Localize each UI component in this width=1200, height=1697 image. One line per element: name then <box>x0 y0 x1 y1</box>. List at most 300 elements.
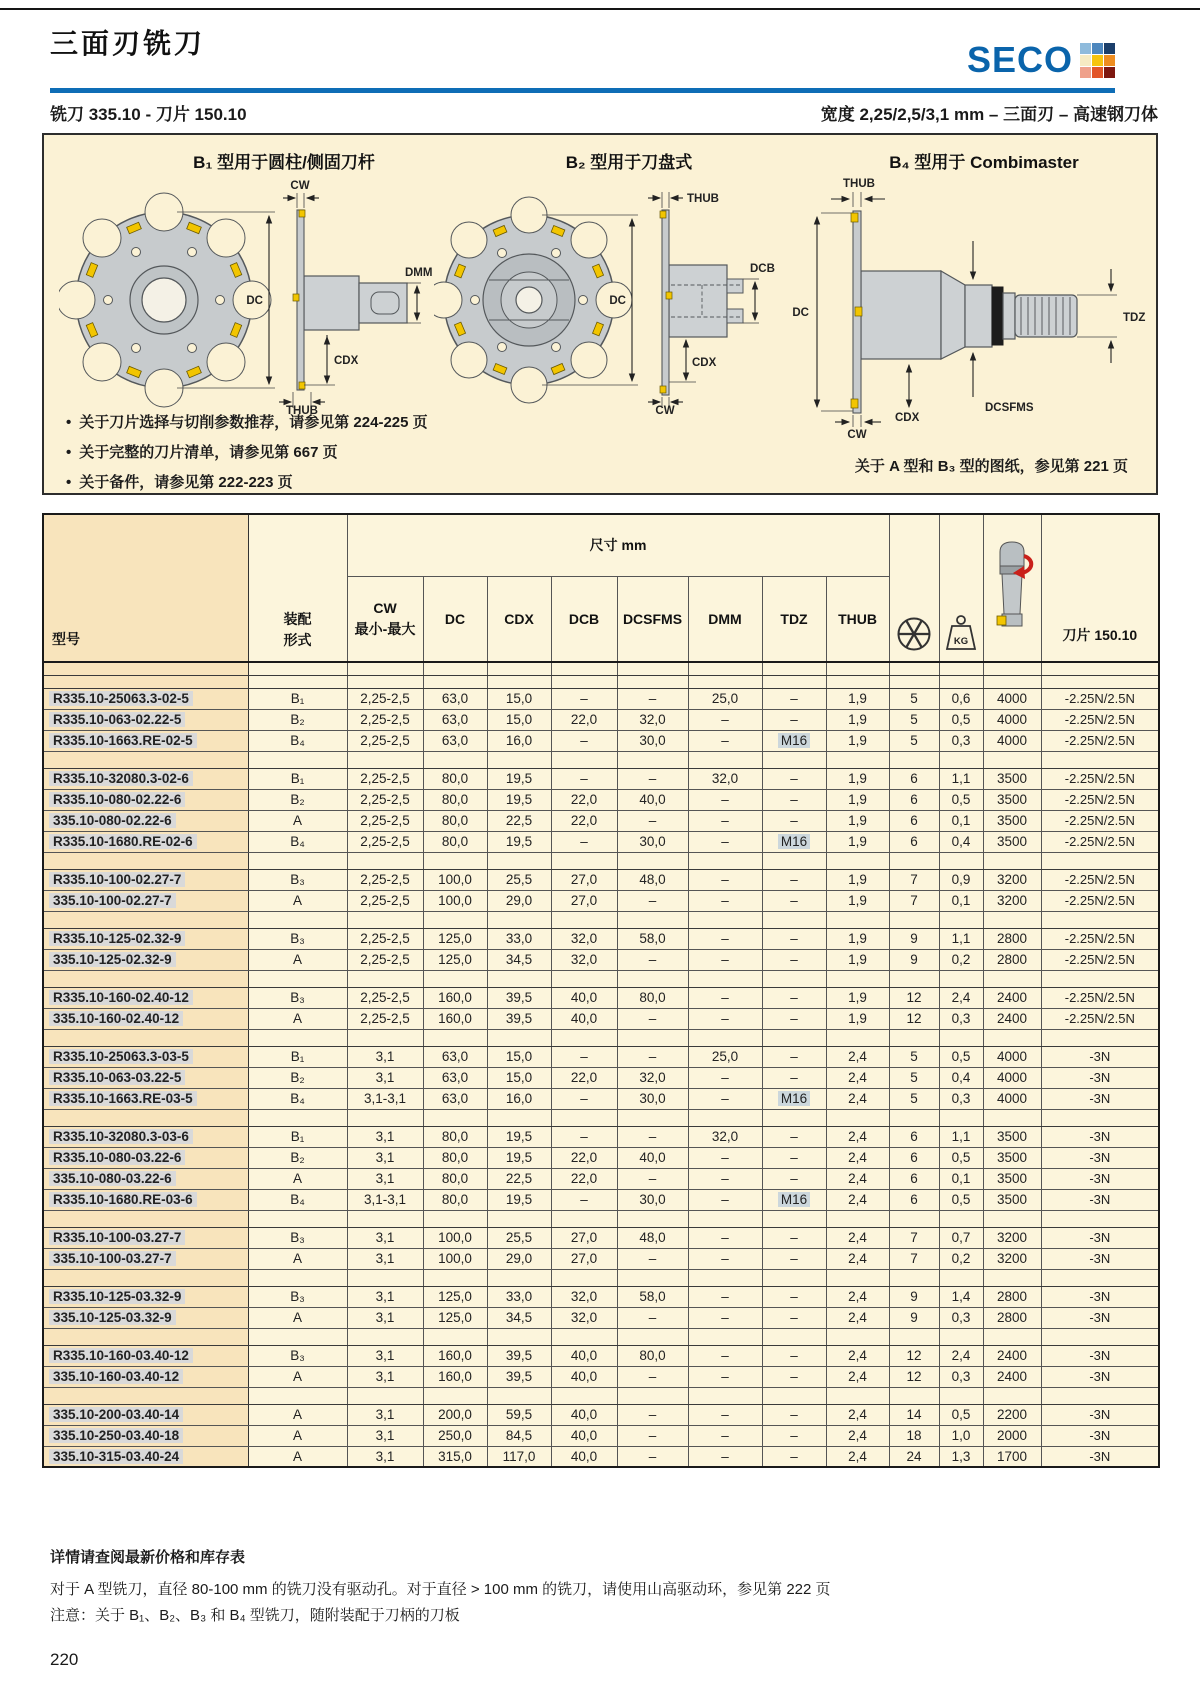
cell-tdz: – <box>762 1366 826 1387</box>
blue-divider <box>50 88 1115 93</box>
cell-model <box>43 709 248 730</box>
cell-cw_min_max: 3,1 <box>347 1425 423 1446</box>
cell-dcsfms: 30,0 <box>617 730 688 751</box>
cell-weight_kg: 0,3 <box>939 1307 983 1328</box>
cell-thub: 1,9 <box>826 1008 889 1029</box>
cell-dcb: 27,0 <box>551 890 617 911</box>
model-number: R335.10-160-02.40-12 <box>49 990 193 1005</box>
cell-teeth: 6 <box>889 1147 939 1168</box>
cell-teeth: 24 <box>889 1446 939 1467</box>
cell-insert: -3N <box>1041 1404 1159 1425</box>
cell-model <box>43 1067 248 1088</box>
cell-model <box>43 1008 248 1029</box>
table-row <box>43 1366 1159 1387</box>
col-header-teeth <box>889 514 939 662</box>
cell-thub: 2,4 <box>826 1366 889 1387</box>
cell-dcsfms: – <box>617 1008 688 1029</box>
cell-mount: B₃ <box>248 1345 347 1366</box>
cell-insert: -3N <box>1041 1425 1159 1446</box>
cell-weight_kg: 0,3 <box>939 730 983 751</box>
cell-teeth: 5 <box>889 709 939 730</box>
cell-weight_kg: 0,3 <box>939 1366 983 1387</box>
cell-dcb: 22,0 <box>551 1067 617 1088</box>
cell-dc: 63,0 <box>423 730 487 751</box>
cell-cw_min_max: 3,1 <box>347 1126 423 1147</box>
cell-dcb: 22,0 <box>551 789 617 810</box>
cell-tdz: – <box>762 1286 826 1307</box>
cell-tdz: – <box>762 789 826 810</box>
diagram-b4 <box>759 173 1199 441</box>
col-header-dmm: DMM <box>688 576 762 662</box>
cell-max_rpm: 2400 <box>983 987 1041 1008</box>
cell-mount: B₁ <box>248 1046 347 1067</box>
cell-teeth: 14 <box>889 1404 939 1425</box>
cell-dmm: – <box>688 987 762 1008</box>
cell-dcsfms: – <box>617 1307 688 1328</box>
max-rpm-icon <box>989 536 1035 636</box>
cell-dmm: – <box>688 1008 762 1029</box>
cell-dmm: 32,0 <box>688 768 762 789</box>
cell-cw_min_max: 3,1 <box>347 1307 423 1328</box>
separator-row <box>43 751 1159 768</box>
cell-dcb: 40,0 <box>551 1366 617 1387</box>
separator-row <box>43 1109 1159 1126</box>
cell-teeth: 5 <box>889 688 939 709</box>
cell-insert: -2.25N/2.5N <box>1041 688 1159 709</box>
model-number: R335.10-125-02.32-9 <box>49 931 185 946</box>
cell-thub: 2,4 <box>826 1168 889 1189</box>
model-number: 335.10-100-02.27-7 <box>49 893 176 908</box>
cell-max_rpm: 2800 <box>983 949 1041 970</box>
model-number: 335.10-160-03.40-12 <box>49 1369 183 1384</box>
cell-dcb: – <box>551 768 617 789</box>
cell-model <box>43 1147 248 1168</box>
cell-insert: -2.25N/2.5N <box>1041 890 1159 911</box>
cell-max_rpm: 3200 <box>983 1227 1041 1248</box>
cell-dc: 160,0 <box>423 1008 487 1029</box>
cell-max_rpm: 4000 <box>983 1046 1041 1067</box>
cell-thub: 1,9 <box>826 709 889 730</box>
top-border-line <box>0 8 1200 10</box>
cell-tdz: – <box>762 1227 826 1248</box>
cell-dcb: – <box>551 1046 617 1067</box>
cell-dcsfms: – <box>617 1404 688 1425</box>
cell-dcb: – <box>551 730 617 751</box>
cell-insert: -2.25N/2.5N <box>1041 869 1159 890</box>
model-number: 335.10-125-03.32-9 <box>49 1310 176 1325</box>
cell-cw_min_max: 3,1 <box>347 1227 423 1248</box>
cutter-front-view <box>434 197 632 403</box>
model-number: R335.10-1663.RE-02-5 <box>49 733 197 748</box>
cell-dc: 315,0 <box>423 1446 487 1467</box>
table-row <box>43 1446 1159 1467</box>
diagram-title-b1: B₁ 型用于圆柱/侧固刀杆 <box>193 153 375 172</box>
cell-insert: -3N <box>1041 1126 1159 1147</box>
cell-mount: B₂ <box>248 709 347 730</box>
cell-model <box>43 789 248 810</box>
cell-dc: 100,0 <box>423 869 487 890</box>
cell-cdx: 25,5 <box>487 869 551 890</box>
model-number: R335.10-100-02.27-7 <box>49 872 185 887</box>
cell-teeth: 6 <box>889 1189 939 1210</box>
cell-model <box>43 949 248 970</box>
cell-cw_min_max: 3,1 <box>347 1067 423 1088</box>
cell-mount: B₄ <box>248 1189 347 1210</box>
cell-dmm: – <box>688 1366 762 1387</box>
cell-dmm: – <box>688 789 762 810</box>
seco-logo-squares <box>1080 43 1115 78</box>
dim-label-dc: DC <box>609 295 626 307</box>
cutter-side-view <box>851 211 1077 413</box>
cell-dcsfms: 32,0 <box>617 1067 688 1088</box>
cell-cw_min_max: 3,1 <box>347 1404 423 1425</box>
dim-label-tdz: TDZ <box>1123 312 1146 324</box>
cell-teeth: 7 <box>889 1248 939 1269</box>
cell-dcsfms: 80,0 <box>617 987 688 1008</box>
cell-max_rpm: 4000 <box>983 1088 1041 1109</box>
cell-dcb: 27,0 <box>551 869 617 890</box>
cell-dcb: 22,0 <box>551 1147 617 1168</box>
cell-thub: 2,4 <box>826 1067 889 1088</box>
cell-tdz: – <box>762 1248 826 1269</box>
table-row <box>43 987 1159 1008</box>
cell-dc: 125,0 <box>423 1286 487 1307</box>
cell-teeth: 7 <box>889 1227 939 1248</box>
cell-tdz: – <box>762 928 826 949</box>
cell-insert: -2.25N/2.5N <box>1041 928 1159 949</box>
cell-cw_min_max: 2,25-2,5 <box>347 730 423 751</box>
cell-thub: 2,4 <box>826 1227 889 1248</box>
cell-dcsfms: 40,0 <box>617 1147 688 1168</box>
cell-model <box>43 1404 248 1425</box>
dim-label-cdx: CDX <box>895 412 920 424</box>
cell-weight_kg: 0,5 <box>939 1189 983 1210</box>
cell-mount: A <box>248 1425 347 1446</box>
cell-dcb: 40,0 <box>551 1008 617 1029</box>
cell-teeth: 9 <box>889 949 939 970</box>
cell-mount: B₄ <box>248 730 347 751</box>
cell-dcsfms: – <box>617 890 688 911</box>
model-number: 335.10-250-03.40-18 <box>49 1428 183 1443</box>
cell-dc: 125,0 <box>423 1307 487 1328</box>
cell-cdx: 19,5 <box>487 1126 551 1147</box>
cell-cdx: 33,0 <box>487 928 551 949</box>
diagram-panel <box>42 133 1158 495</box>
table-row <box>43 869 1159 890</box>
cell-cw_min_max: 2,25-2,5 <box>347 831 423 852</box>
cell-dc: 80,0 <box>423 831 487 852</box>
cell-insert: -3N <box>1041 1168 1159 1189</box>
cell-dc: 63,0 <box>423 1088 487 1109</box>
cell-cw_min_max: 3,1 <box>347 1248 423 1269</box>
cell-dmm: – <box>688 1446 762 1467</box>
cell-dcsfms: 40,0 <box>617 789 688 810</box>
cell-cdx: 19,5 <box>487 1189 551 1210</box>
cell-insert: -2.25N/2.5N <box>1041 949 1159 970</box>
cell-mount: B₁ <box>248 768 347 789</box>
cell-dcsfms: 58,0 <box>617 1286 688 1307</box>
cell-insert: -3N <box>1041 1046 1159 1067</box>
separator-row <box>43 675 1159 688</box>
weight-kg-icon <box>944 613 978 653</box>
cell-dmm: 25,0 <box>688 688 762 709</box>
cell-mount: B₁ <box>248 1126 347 1147</box>
cell-dcsfms: – <box>617 1366 688 1387</box>
cell-teeth: 6 <box>889 831 939 852</box>
cell-dc: 200,0 <box>423 1404 487 1425</box>
cell-teeth: 5 <box>889 1088 939 1109</box>
cell-cw_min_max: 3,1 <box>347 1345 423 1366</box>
dim-label-dcb: DCB <box>750 263 775 275</box>
cell-thub: 2,4 <box>826 1425 889 1446</box>
dim-label-cw: CW <box>655 405 675 415</box>
cell-thub: 2,4 <box>826 1088 889 1109</box>
cell-cw_min_max: 2,25-2,5 <box>347 890 423 911</box>
table-row <box>43 1126 1159 1147</box>
cell-cdx: 39,5 <box>487 1345 551 1366</box>
model-number: R335.10-1680.RE-02-6 <box>49 834 197 849</box>
cell-dcb: 32,0 <box>551 928 617 949</box>
cell-dc: 100,0 <box>423 1227 487 1248</box>
table-row <box>43 688 1159 709</box>
diagram-b1 <box>59 180 437 415</box>
cell-thub: 2,4 <box>826 1046 889 1067</box>
cell-tdz: – <box>762 768 826 789</box>
dim-label-thub: THUB <box>687 193 719 205</box>
footer-bold-note: 详情请查阅最新价格和库存表 <box>50 1549 246 1566</box>
cell-mount: B₃ <box>248 928 347 949</box>
cell-teeth: 7 <box>889 869 939 890</box>
cell-cw_min_max: 3,1 <box>347 1286 423 1307</box>
model-number: 335.10-100-03.27-7 <box>49 1251 176 1266</box>
footer-note-2: 注意：关于 B₁、B₂、B₃ 和 B₄ 型铣刀，随附装配于刀柄的刀板 <box>50 1607 460 1624</box>
cell-thub: 2,4 <box>826 1286 889 1307</box>
cell-weight_kg: 0,7 <box>939 1227 983 1248</box>
cell-dc: 160,0 <box>423 987 487 1008</box>
cell-model <box>43 869 248 890</box>
cell-cw_min_max: 2,25-2,5 <box>347 987 423 1008</box>
cell-cw_min_max: 3,1 <box>347 1168 423 1189</box>
cell-tdz: – <box>762 890 826 911</box>
cell-tdz: M16 <box>762 831 826 852</box>
cell-dcb: 27,0 <box>551 1227 617 1248</box>
cell-dcb: – <box>551 1126 617 1147</box>
cell-cdx: 29,0 <box>487 1248 551 1269</box>
table-row <box>43 1307 1159 1328</box>
cell-cdx: 84,5 <box>487 1425 551 1446</box>
table-row <box>43 890 1159 911</box>
cell-dcsfms: – <box>617 1126 688 1147</box>
cell-dcsfms: – <box>617 1248 688 1269</box>
cell-dc: 80,0 <box>423 1168 487 1189</box>
cell-max_rpm: 4000 <box>983 709 1041 730</box>
cell-dcsfms: 30,0 <box>617 1189 688 1210</box>
cell-tdz: M16 <box>762 730 826 751</box>
cell-cdx: 39,5 <box>487 1008 551 1029</box>
cell-dc: 63,0 <box>423 1067 487 1088</box>
cell-teeth: 5 <box>889 1067 939 1088</box>
cell-insert: -3N <box>1041 1147 1159 1168</box>
cell-teeth: 12 <box>889 1008 939 1029</box>
cell-dcb: – <box>551 831 617 852</box>
model-number: R335.10-32080.3-03-6 <box>49 1129 193 1144</box>
cell-insert: -2.25N/2.5N <box>1041 768 1159 789</box>
cell-dcb: 40,0 <box>551 1446 617 1467</box>
cell-model <box>43 1345 248 1366</box>
cell-max_rpm: 4000 <box>983 1067 1041 1088</box>
dim-label-cw: CW <box>847 429 867 441</box>
table-row <box>43 1088 1159 1109</box>
separator-row <box>43 1029 1159 1046</box>
table-row <box>43 1404 1159 1425</box>
cell-max_rpm: 2400 <box>983 1345 1041 1366</box>
cell-model <box>43 1248 248 1269</box>
cell-max_rpm: 2800 <box>983 1307 1041 1328</box>
cell-dcb: 32,0 <box>551 1286 617 1307</box>
cell-model <box>43 688 248 709</box>
cell-thub: 2,4 <box>826 1345 889 1366</box>
cell-tdz: – <box>762 987 826 1008</box>
cell-max_rpm: 3500 <box>983 1126 1041 1147</box>
cell-dcb: 32,0 <box>551 949 617 970</box>
cell-max_rpm: 4000 <box>983 688 1041 709</box>
cell-cdx: 15,0 <box>487 1067 551 1088</box>
cell-dc: 80,0 <box>423 810 487 831</box>
cell-max_rpm: 3200 <box>983 890 1041 911</box>
dim-label-thub: THUB <box>843 178 875 190</box>
cell-weight_kg: 0,1 <box>939 1168 983 1189</box>
cell-teeth: 5 <box>889 730 939 751</box>
cell-insert: -3N <box>1041 1248 1159 1269</box>
cell-insert: -2.25N/2.5N <box>1041 709 1159 730</box>
model-number: 335.10-080-03.22-6 <box>49 1171 176 1186</box>
table-row <box>43 1425 1159 1446</box>
cell-dmm: – <box>688 1067 762 1088</box>
cell-weight_kg: 0,1 <box>939 810 983 831</box>
cell-insert: -2.25N/2.5N <box>1041 1008 1159 1029</box>
cell-mount: A <box>248 1008 347 1029</box>
diagram-title-b2: B₂ 型用于刀盘式 <box>565 153 693 172</box>
col-header-dc: DC <box>423 576 487 662</box>
cell-max_rpm: 3500 <box>983 1168 1041 1189</box>
cell-tdz: – <box>762 1147 826 1168</box>
cell-teeth: 12 <box>889 1366 939 1387</box>
cell-tdz: – <box>762 1046 826 1067</box>
cell-dcsfms: – <box>617 1046 688 1067</box>
cell-model <box>43 987 248 1008</box>
cell-weight_kg: 0,6 <box>939 688 983 709</box>
cell-cdx: 117,0 <box>487 1446 551 1467</box>
cell-insert: -2.25N/2.5N <box>1041 987 1159 1008</box>
cell-dmm: – <box>688 1425 762 1446</box>
cell-model <box>43 1168 248 1189</box>
cell-thub: 1,9 <box>826 789 889 810</box>
bullet-item: • 关于刀片选择与切削参数推荐，请参见第 224-225 页 <box>66 411 428 432</box>
model-number: R335.10-063-02.22-5 <box>49 712 185 727</box>
cell-dc: 160,0 <box>423 1345 487 1366</box>
cell-cdx: 15,0 <box>487 1046 551 1067</box>
cell-teeth: 9 <box>889 1286 939 1307</box>
cell-max_rpm: 2800 <box>983 928 1041 949</box>
cell-dmm: – <box>688 831 762 852</box>
cell-mount: B₁ <box>248 688 347 709</box>
separator-row <box>43 852 1159 869</box>
table-row <box>43 928 1159 949</box>
table-row <box>43 709 1159 730</box>
spec-table <box>42 513 1160 1468</box>
cell-dc: 63,0 <box>423 688 487 709</box>
cell-weight_kg: 0,2 <box>939 949 983 970</box>
cell-dc: 125,0 <box>423 928 487 949</box>
cell-dc: 63,0 <box>423 709 487 730</box>
cell-cdx: 39,5 <box>487 1366 551 1387</box>
cell-tdz: – <box>762 1168 826 1189</box>
cell-weight_kg: 0,5 <box>939 1046 983 1067</box>
cell-thub: 2,4 <box>826 1147 889 1168</box>
cell-cdx: 15,0 <box>487 688 551 709</box>
cell-thub: 1,9 <box>826 869 889 890</box>
cell-insert: -3N <box>1041 1067 1159 1088</box>
cell-insert: -2.25N/2.5N <box>1041 730 1159 751</box>
cell-thub: 1,9 <box>826 949 889 970</box>
cell-dc: 250,0 <box>423 1425 487 1446</box>
cell-cdx: 34,5 <box>487 1307 551 1328</box>
dim-label-dc: DC <box>792 307 809 319</box>
dim-label-dcsfms: DCSFMS <box>985 402 1034 414</box>
table-row <box>43 1345 1159 1366</box>
cell-dc: 100,0 <box>423 1248 487 1269</box>
cell-tdz: – <box>762 1067 826 1088</box>
dim-label-cdx: CDX <box>334 355 359 367</box>
cell-thub: 1,9 <box>826 987 889 1008</box>
diagram-title-b4: B₄ 型用于 Combimaster <box>889 153 1079 172</box>
cell-mount: A <box>248 1366 347 1387</box>
col-header-cdx: CDX <box>487 576 551 662</box>
cell-dmm: – <box>688 730 762 751</box>
separator-row <box>43 1387 1159 1404</box>
cell-max_rpm: 2800 <box>983 1286 1041 1307</box>
cell-teeth: 6 <box>889 810 939 831</box>
cell-dcsfms: 80,0 <box>617 1345 688 1366</box>
cell-dmm: – <box>688 1088 762 1109</box>
cell-cw_min_max: 2,25-2,5 <box>347 688 423 709</box>
col-header-rpm <box>983 514 1041 662</box>
cell-cw_min_max: 3,1 <box>347 1446 423 1467</box>
cell-tdz: – <box>762 709 826 730</box>
cell-mount: B₃ <box>248 1227 347 1248</box>
cell-dcb: 27,0 <box>551 1248 617 1269</box>
cell-dcsfms: – <box>617 688 688 709</box>
cell-teeth: 6 <box>889 768 939 789</box>
cell-cdx: 19,5 <box>487 768 551 789</box>
cell-dc: 125,0 <box>423 949 487 970</box>
side-note: 关于 A 型和 B₃ 型的图纸，参见第 221 页 <box>854 458 1128 475</box>
cell-dcsfms: – <box>617 1425 688 1446</box>
cell-dmm: 32,0 <box>688 1126 762 1147</box>
cell-mount: B₂ <box>248 789 347 810</box>
cell-tdz: – <box>762 1008 826 1029</box>
table-row <box>43 1168 1159 1189</box>
table-row <box>43 1067 1159 1088</box>
cell-teeth: 9 <box>889 928 939 949</box>
cell-dmm: – <box>688 1168 762 1189</box>
cell-thub: 2,4 <box>826 1126 889 1147</box>
cell-max_rpm: 1700 <box>983 1446 1041 1467</box>
cell-dmm: – <box>688 1189 762 1210</box>
cell-dcsfms: – <box>617 768 688 789</box>
cell-teeth: 6 <box>889 1126 939 1147</box>
cell-max_rpm: 4000 <box>983 730 1041 751</box>
